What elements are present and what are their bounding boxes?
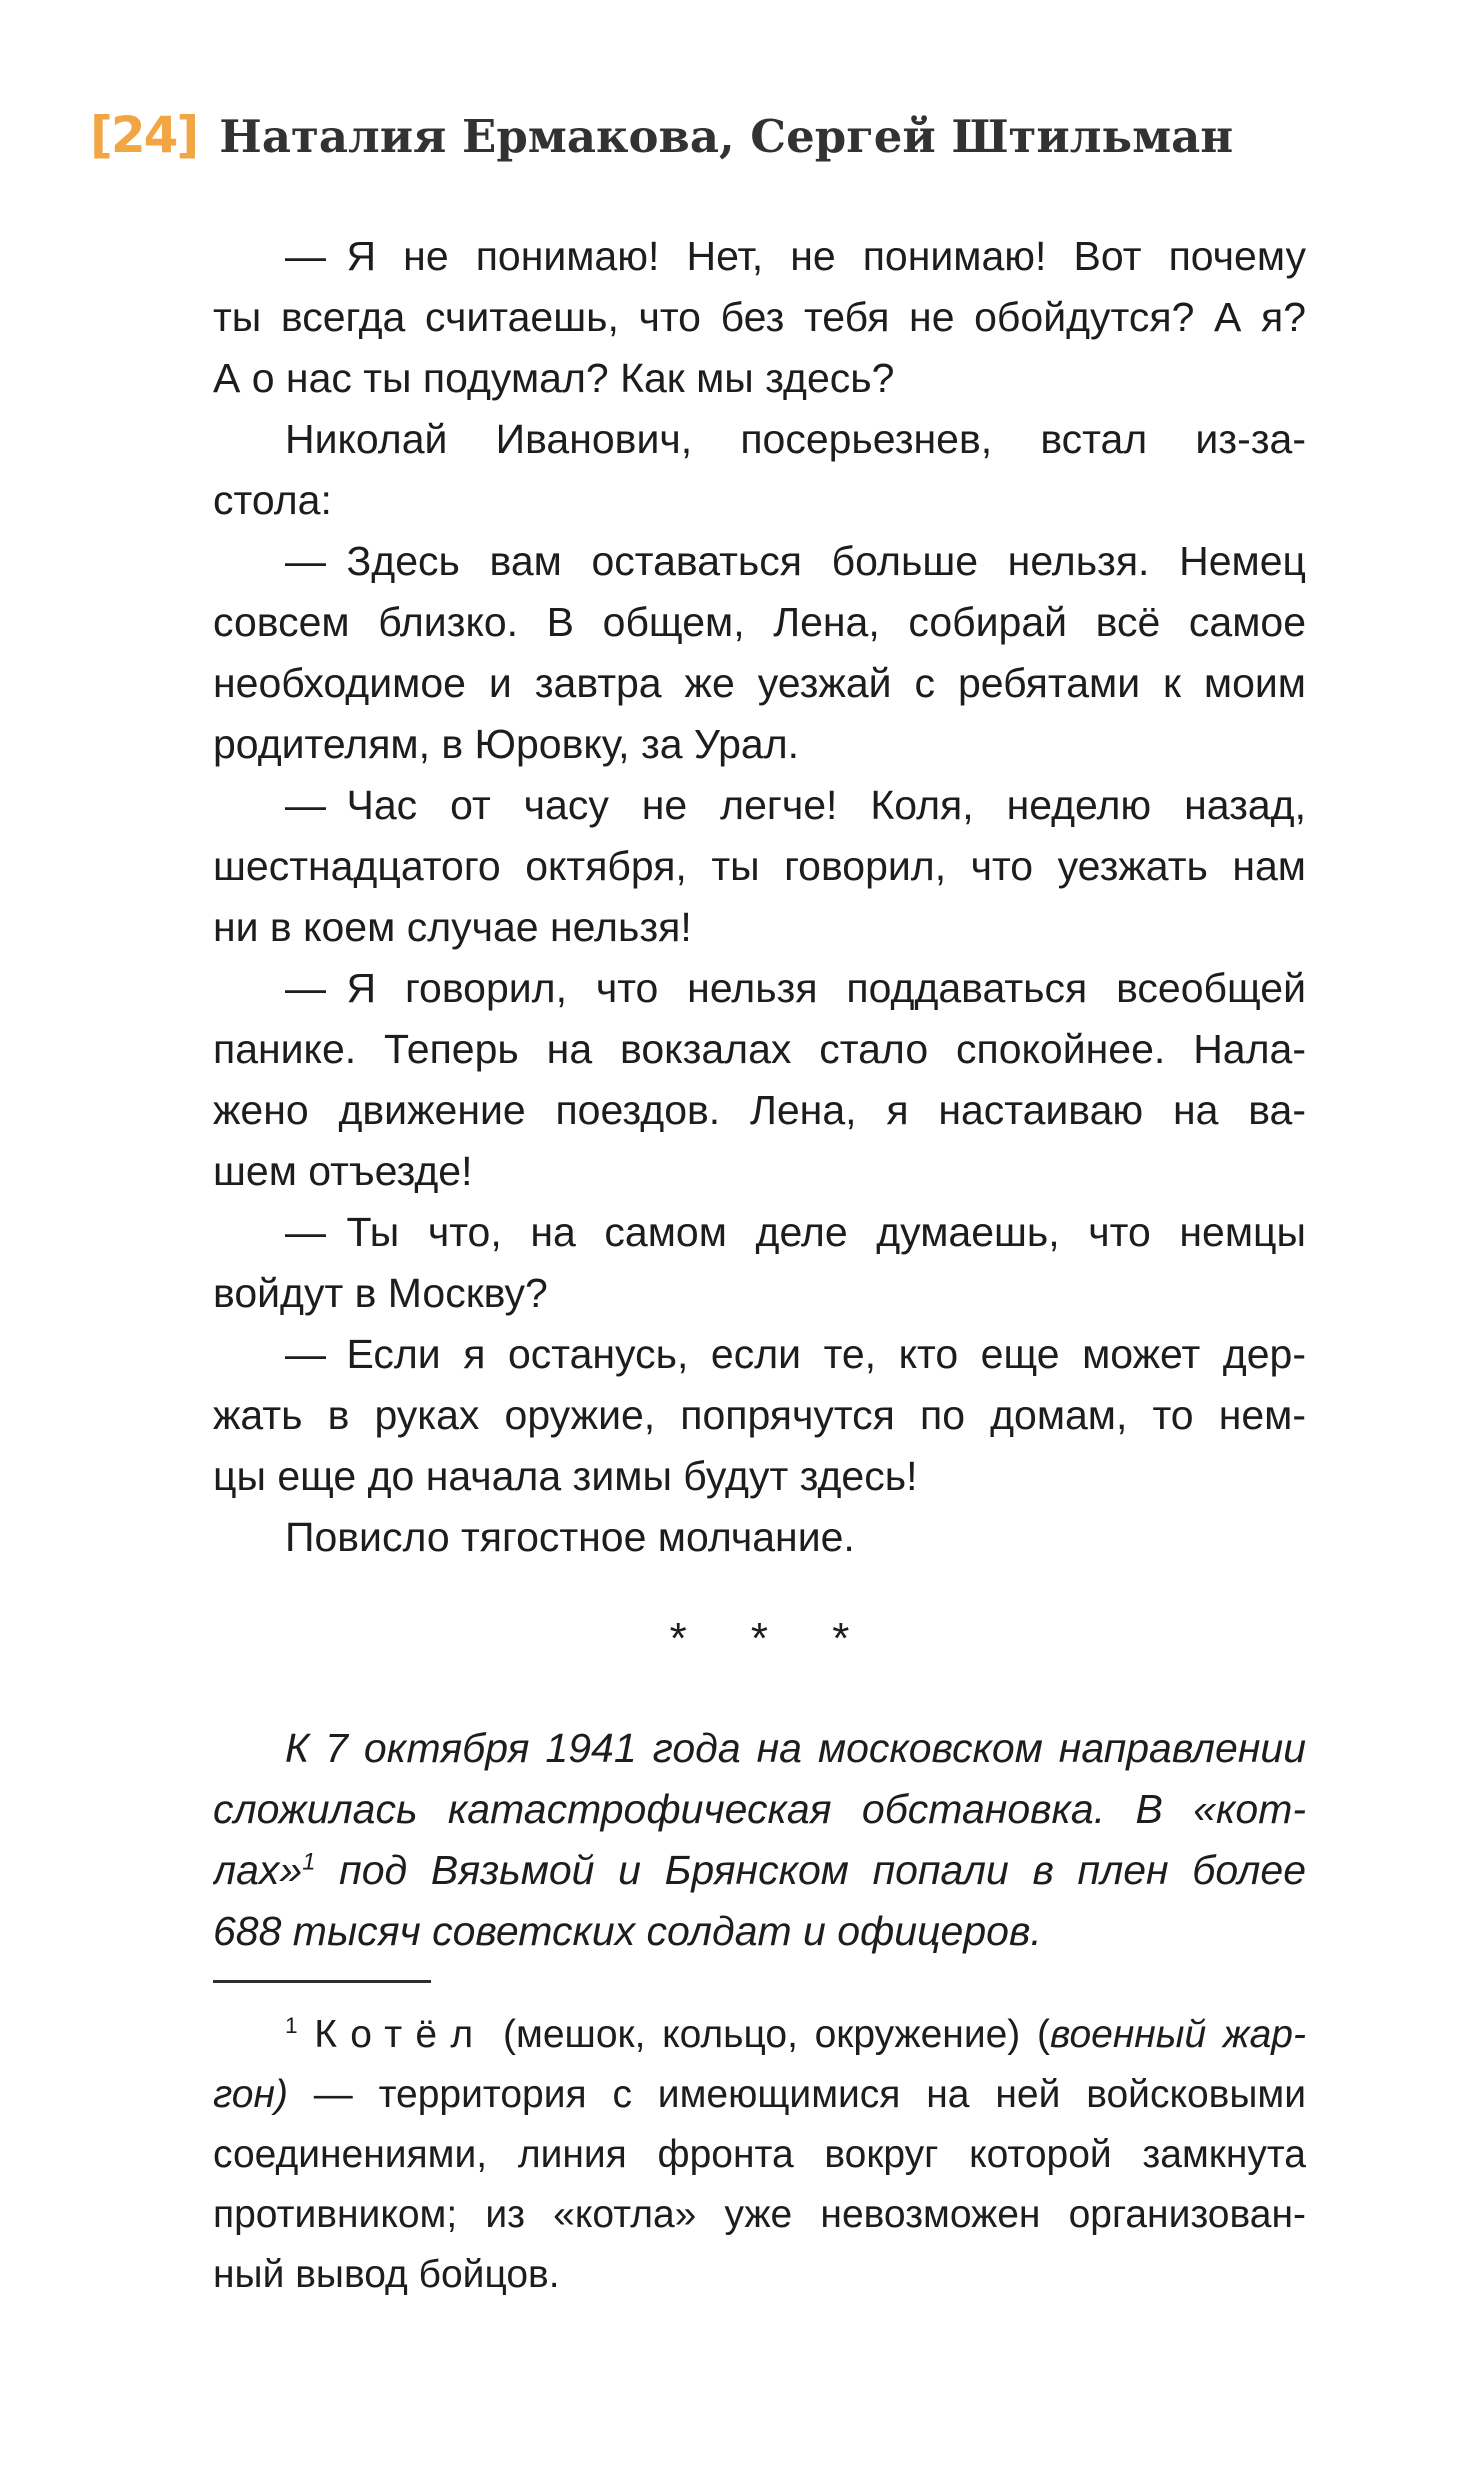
text-line	[213, 1779, 1306, 1840]
text-span: противником; из «котла» уже невозможен организован-	[213, 2193, 1306, 2236]
text-span: жать в руках оружие, попрячутся по домам, то нем-	[213, 1392, 1306, 1438]
text-span: Повисло тягостное молчание.	[285, 1514, 855, 1560]
running-head-authors: Наталия Ермакова, Сергей Штильман	[219, 110, 1234, 163]
text-line	[213, 592, 1306, 653]
dialogue-paragraph	[213, 775, 1306, 958]
text-span: К 7 октября 1941 года на московском направлении	[285, 1725, 1306, 1771]
text-span	[298, 2013, 315, 2056]
text-span: стола:	[213, 477, 332, 523]
footnote-rule	[213, 1980, 431, 1983]
text-span: гон)	[213, 2073, 288, 2116]
dialogue-paragraph	[213, 226, 1306, 409]
text-span: шем отъезде!	[213, 1148, 473, 1194]
text-span: Николай Иванович, посерьезнев, встал из-за-	[285, 416, 1306, 462]
text-span: ни в коем случае нельзя!	[213, 904, 692, 950]
text-column	[213, 226, 1306, 2305]
text-line	[213, 1324, 1306, 1385]
section-separator: * * *	[669, 1614, 876, 1663]
text-line	[213, 1901, 1306, 1962]
text-span: панике. Теперь на вокзалах стало спокойнее. Нала-	[213, 1026, 1306, 1072]
text-span: — Если я останусь, если те, кто еще может дер-	[285, 1331, 1306, 1377]
narrative-paragraph	[213, 409, 1306, 531]
editorial-note	[213, 1718, 1306, 1962]
text-line	[213, 1840, 1306, 1901]
text-line	[213, 1080, 1306, 1141]
text-span: шестнадцатого октября, ты говорил, что уезжать нам	[213, 843, 1306, 889]
narrative-paragraph	[213, 1507, 1306, 1568]
text-span: А о нас ты подумал? Как мы здесь?	[213, 355, 895, 401]
text-span: родителям, в Юровку, за Урал.	[213, 721, 800, 767]
text-span: — Я не понимаю! Нет, не понимаю! Вот почему	[285, 233, 1306, 279]
text-line	[213, 2185, 1306, 2245]
text-span: под Вязьмой и Брянском попали в плен более	[315, 1847, 1306, 1893]
text-span: военный жар-	[1049, 2013, 1306, 2056]
text-span: необходимое и завтра же уезжай с ребятами к моим	[213, 660, 1306, 706]
footnote-marker: 1	[285, 2013, 298, 2038]
text-line	[213, 2005, 1306, 2065]
text-line	[213, 348, 1306, 409]
dialogue-paragraph	[213, 958, 1306, 1202]
dialogue-paragraph	[213, 531, 1306, 775]
text-line	[213, 531, 1306, 592]
text-line	[213, 1019, 1306, 1080]
dialogue-paragraph	[213, 1202, 1306, 1324]
text-line	[213, 714, 1306, 775]
text-line	[213, 1263, 1306, 1324]
text-line	[213, 958, 1306, 1019]
text-line	[213, 470, 1306, 531]
text-span: сложилась катастрофическая обстановка. В «кот-	[213, 1786, 1306, 1832]
text-line	[213, 1202, 1306, 1263]
page-header	[90, 106, 1233, 164]
text-line	[213, 1141, 1306, 1202]
text-span: — Здесь вам оставаться больше нельзя. Немец	[285, 538, 1306, 584]
text-span: Котёл	[314, 2013, 487, 2056]
text-line	[213, 836, 1306, 897]
footnote	[213, 2005, 1306, 2305]
footnote-marker: 1	[302, 1848, 316, 1876]
text-line	[213, 2065, 1306, 2125]
text-line	[213, 1718, 1306, 1779]
text-span: — Ты что, на самом деле думаешь, что немцы	[285, 1209, 1306, 1255]
text-span: 688 тысяч советских солдат и офицеров.	[213, 1908, 1042, 1954]
text-span: — территория с имеющимися на ней войсковыми	[287, 2073, 1306, 2116]
text-span: ный вывод бойцов.	[213, 2253, 560, 2296]
text-span: войдут в Москву?	[213, 1270, 548, 1316]
text-span: жено движение поездов. Лена, я настаиваю на ва-	[213, 1087, 1306, 1133]
text-line	[213, 1446, 1306, 1507]
text-line	[213, 1507, 1306, 1568]
text-span: цы еще до начала зимы будут здесь!	[213, 1453, 918, 1499]
text-span: — Час от часу не легче! Коля, неделю назад,	[285, 782, 1306, 828]
text-span: лах»	[213, 1847, 303, 1893]
text-span: ты всегда считаешь, что без тебя не обойдутся? А я?	[213, 294, 1306, 340]
text-line	[213, 2125, 1306, 2185]
text-span: (мешок, кольцо, окружение) (	[486, 2013, 1050, 2056]
text-line	[213, 653, 1306, 714]
dialogue-paragraph	[213, 1324, 1306, 1507]
text-span: соединениями, линия фронта вокруг которой замкнута	[213, 2133, 1306, 2176]
text-line	[213, 897, 1306, 958]
text-line	[213, 409, 1306, 470]
text-line	[213, 2245, 1306, 2305]
text-line	[213, 287, 1306, 348]
page-number: [24]	[90, 106, 198, 164]
text-span: — Я говорил, что нельзя поддаваться всеобщей	[285, 965, 1306, 1011]
text-line	[213, 775, 1306, 836]
text-line	[213, 1385, 1306, 1446]
text-span: совсем близко. В общем, Лена, собирай всё самое	[213, 599, 1306, 645]
text-line	[213, 226, 1306, 287]
